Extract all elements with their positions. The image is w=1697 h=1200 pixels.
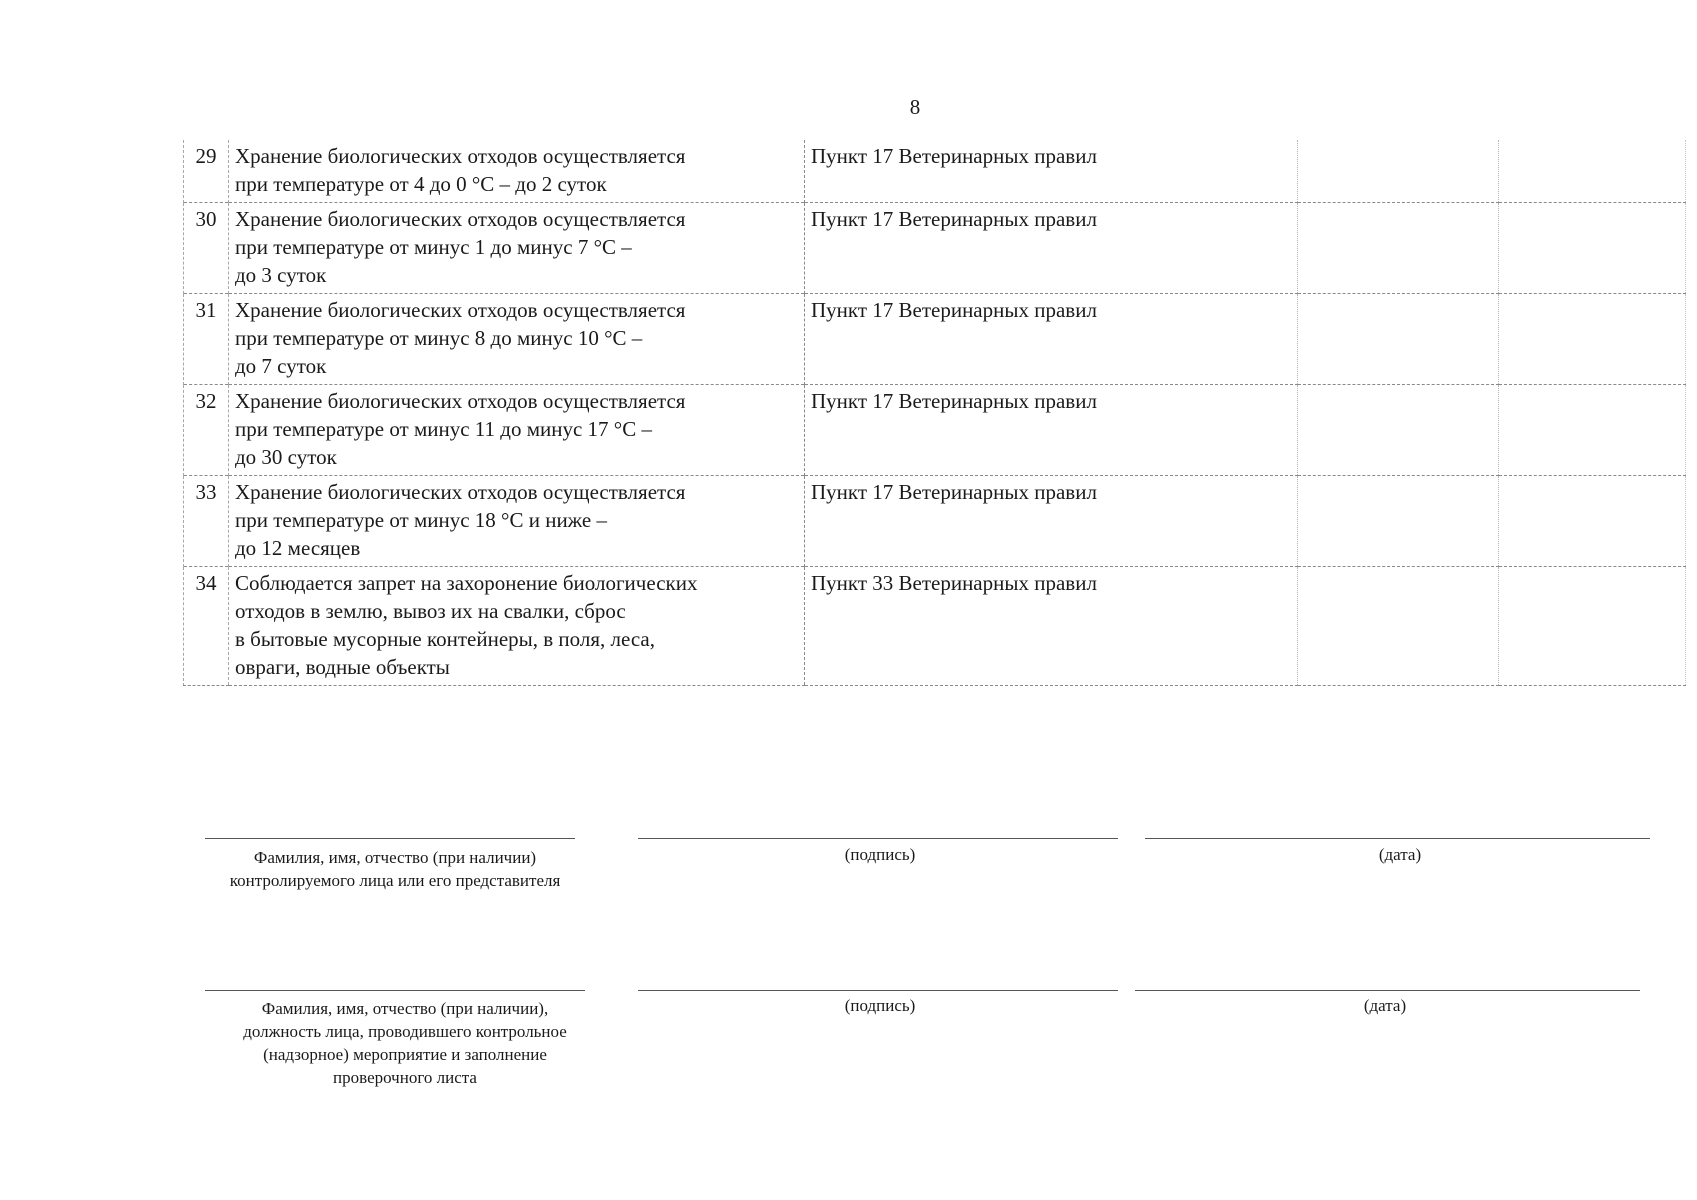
date-line-inspector — [1135, 990, 1640, 991]
page-number: 8 — [909, 95, 921, 119]
row-number: 34 — [184, 567, 229, 686]
signature-label-inspector: (подпись) — [844, 996, 916, 1015]
note-cell — [1499, 385, 1686, 476]
requirement-line: Соблюдается запрет на захоронение биологических — [235, 571, 698, 595]
reference-cell: Пункт 17 Ветеринарных правил — [805, 140, 1298, 203]
name-caption-line: Фамилия, имя, отчество (при наличии), — [261, 999, 549, 1018]
requirement-line: Хранение биологических отходов осуществляется — [235, 207, 686, 231]
requirement-line: Хранение биологических отходов осуществляется — [235, 389, 686, 413]
row-number: 30 — [184, 203, 229, 294]
name-caption-line: контролируемого лица или его представителя — [229, 871, 561, 890]
signature-line-inspector — [638, 990, 1118, 991]
requirement-cell — [229, 203, 805, 294]
answer-cell — [1298, 140, 1499, 203]
reference-cell: Пункт 17 Ветеринарных правил — [805, 476, 1298, 567]
name-caption-inspector — [195, 997, 615, 1089]
table-row — [184, 385, 1686, 476]
requirement-line: Хранение биологических отходов осуществляется — [235, 480, 686, 504]
name-caption-line: Фамилия, имя, отчество (при наличии) — [253, 848, 537, 867]
requirement-line: при температуре от минус 1 до минус 7 °С – — [235, 235, 632, 259]
requirement-line: до 3 суток — [235, 263, 327, 287]
requirement-line: при температуре от минус 8 до минус 10 °С – — [235, 326, 643, 350]
requirement-line: до 7 суток — [235, 354, 327, 378]
name-line-controlled — [205, 838, 575, 839]
table-row — [184, 140, 1686, 203]
answer-cell — [1298, 385, 1499, 476]
requirement-cell — [229, 140, 805, 203]
table-row — [184, 294, 1686, 385]
name-caption-line: должность лица, проводившего контрольное — [243, 1022, 567, 1041]
requirement-cell — [229, 567, 805, 686]
answer-cell — [1298, 567, 1499, 686]
note-cell — [1499, 476, 1686, 567]
row-number: 32 — [184, 385, 229, 476]
requirement-line: Хранение биологических отходов осуществляется — [235, 298, 686, 322]
name-caption-line: (надзорное) мероприятие и заполнение — [263, 1045, 547, 1064]
name-caption-line: проверочного листа — [333, 1068, 477, 1087]
date-label-controlled: (дата) — [1378, 845, 1422, 864]
requirement-line: Хранение биологических отходов осуществляется — [235, 144, 686, 168]
requirement-line: отходов в землю, вывоз их на свалки, сброс — [235, 599, 626, 623]
requirement-line: в бытовые мусорные контейнеры, в поля, леса, — [235, 627, 655, 651]
date-label-inspector: (дата) — [1363, 996, 1407, 1015]
signature-label-controlled: (подпись) — [844, 845, 916, 864]
requirement-line: до 12 месяцев — [235, 536, 361, 560]
note-cell — [1499, 567, 1686, 686]
requirement-cell — [229, 294, 805, 385]
name-caption-controlled — [190, 846, 600, 892]
reference-cell: Пункт 17 Ветеринарных правил — [805, 385, 1298, 476]
requirement-line: при температуре от минус 11 до минус 17 °С – — [235, 417, 652, 441]
answer-cell — [1298, 203, 1499, 294]
checklist-table — [183, 140, 1686, 686]
note-cell — [1499, 203, 1686, 294]
requirement-cell — [229, 476, 805, 567]
note-cell — [1499, 294, 1686, 385]
row-number: 31 — [184, 294, 229, 385]
requirement-line: при температуре от 4 до 0 °С – до 2 суток — [235, 172, 607, 196]
name-line-inspector — [205, 990, 585, 991]
reference-cell: Пункт 17 Ветеринарных правил — [805, 203, 1298, 294]
table-row — [184, 203, 1686, 294]
note-cell — [1499, 140, 1686, 203]
signature-line-controlled — [638, 838, 1118, 839]
answer-cell — [1298, 294, 1499, 385]
table-row — [184, 476, 1686, 567]
reference-cell: Пункт 33 Ветеринарных правил — [805, 567, 1298, 686]
date-line-controlled — [1145, 838, 1650, 839]
reference-cell: Пункт 17 Ветеринарных правил — [805, 294, 1298, 385]
row-number: 29 — [184, 140, 229, 203]
requirement-line: до 30 суток — [235, 445, 337, 469]
requirement-line: при температуре от минус 18 °С и ниже – — [235, 508, 607, 532]
row-number: 33 — [184, 476, 229, 567]
requirement-cell — [229, 385, 805, 476]
requirement-line: овраги, водные объекты — [235, 655, 450, 679]
answer-cell — [1298, 476, 1499, 567]
table-row — [184, 567, 1686, 686]
